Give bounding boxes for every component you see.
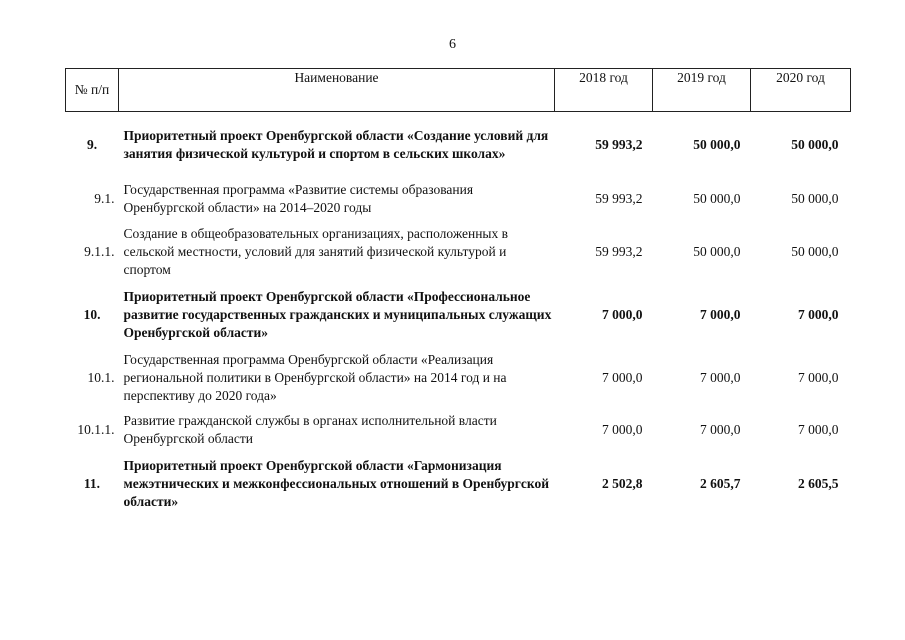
row-value-2020: 7 000,0 bbox=[798, 306, 839, 322]
row-name: Государственная программа «Развитие системы образования Оренбургской области» на 2014–2020 годы bbox=[123, 182, 474, 215]
page-number: 6 bbox=[449, 37, 456, 52]
header-2019: 2019 год bbox=[653, 69, 751, 112]
table-row bbox=[66, 178, 851, 221]
header-2020: 2020 год bbox=[751, 69, 851, 112]
table-row bbox=[66, 409, 851, 452]
row-value-2018: 7 000,0 bbox=[602, 369, 643, 385]
row-value-2020: 50 000,0 bbox=[791, 243, 839, 259]
row-value-2020: 7 000,0 bbox=[798, 422, 839, 437]
row-value-2020: 50 000,0 bbox=[791, 191, 839, 206]
row-number: 10. bbox=[83, 306, 101, 322]
row-value-2018: 2 502,8 bbox=[602, 475, 643, 491]
row-name: Создание в общеобразовательных организациях, расположенных в сельской местности, условий для занятий физической культурой и спортом bbox=[123, 225, 508, 277]
row-value-2019: 50 000,0 bbox=[693, 191, 741, 206]
row-name: Развитие гражданской службы в органах исполнительной власти Оренбургской области bbox=[123, 413, 497, 446]
row-value-2020: 50 000,0 bbox=[791, 136, 839, 152]
header-2018: 2018 год bbox=[555, 69, 653, 112]
header-row bbox=[66, 69, 851, 112]
table-body bbox=[66, 112, 851, 516]
header-num: № п/п bbox=[66, 69, 119, 112]
table-row bbox=[66, 347, 851, 409]
row-number: 9. bbox=[86, 136, 98, 152]
row-value-2018: 7 000,0 bbox=[602, 306, 643, 322]
row-number: 10.1.1. bbox=[77, 422, 115, 437]
row-value-2019: 7 000,0 bbox=[700, 306, 741, 322]
row-number: 9.1. bbox=[94, 191, 115, 206]
row-value-2019: 7 000,0 bbox=[700, 369, 741, 385]
row-name: Приоритетный проект Оренбургской области «Профессиональное развитие государственных гражданских и муниципальных служащих Оренбургской области» bbox=[123, 288, 552, 340]
row-number: 11. bbox=[83, 475, 101, 491]
row-name: Приоритетный проект Оренбургской области «Создание условий для занятия физической культурой и спортом в сельских школах» bbox=[123, 127, 549, 161]
row-value-2018: 59 993,2 bbox=[595, 191, 643, 206]
row-number: 9.1.1. bbox=[84, 243, 115, 259]
table-row bbox=[66, 112, 851, 178]
row-value-2019: 2 605,7 bbox=[700, 475, 741, 491]
row-name: Государственная программа Оренбургской области «Реализация региональной политики в Оренбургской области» на 2014 год и на перспективу до 2020 года» bbox=[123, 351, 507, 403]
row-value-2020: 7 000,0 bbox=[798, 369, 839, 385]
table-header bbox=[66, 69, 851, 112]
table-row bbox=[66, 221, 851, 283]
row-value-2019: 7 000,0 bbox=[700, 422, 741, 437]
row-value-2018: 59 993,2 bbox=[595, 243, 643, 259]
budget-table bbox=[65, 68, 851, 516]
row-name: Приоритетный проект Оренбургской области «Гармонизация межэтнических и межконфессиональных отношений в Оренбургской области» bbox=[123, 457, 550, 509]
row-value-2019: 50 000,0 bbox=[693, 243, 741, 259]
row-value-2019: 50 000,0 bbox=[693, 136, 741, 152]
row-value-2020: 2 605,5 bbox=[798, 475, 839, 491]
header-name: Наименование bbox=[119, 69, 555, 112]
row-value-2018: 7 000,0 bbox=[602, 422, 643, 437]
table-row bbox=[66, 452, 851, 516]
row-number: 10.1. bbox=[87, 369, 115, 385]
row-value-2018: 59 993,2 bbox=[595, 136, 643, 152]
table-row bbox=[66, 283, 851, 347]
